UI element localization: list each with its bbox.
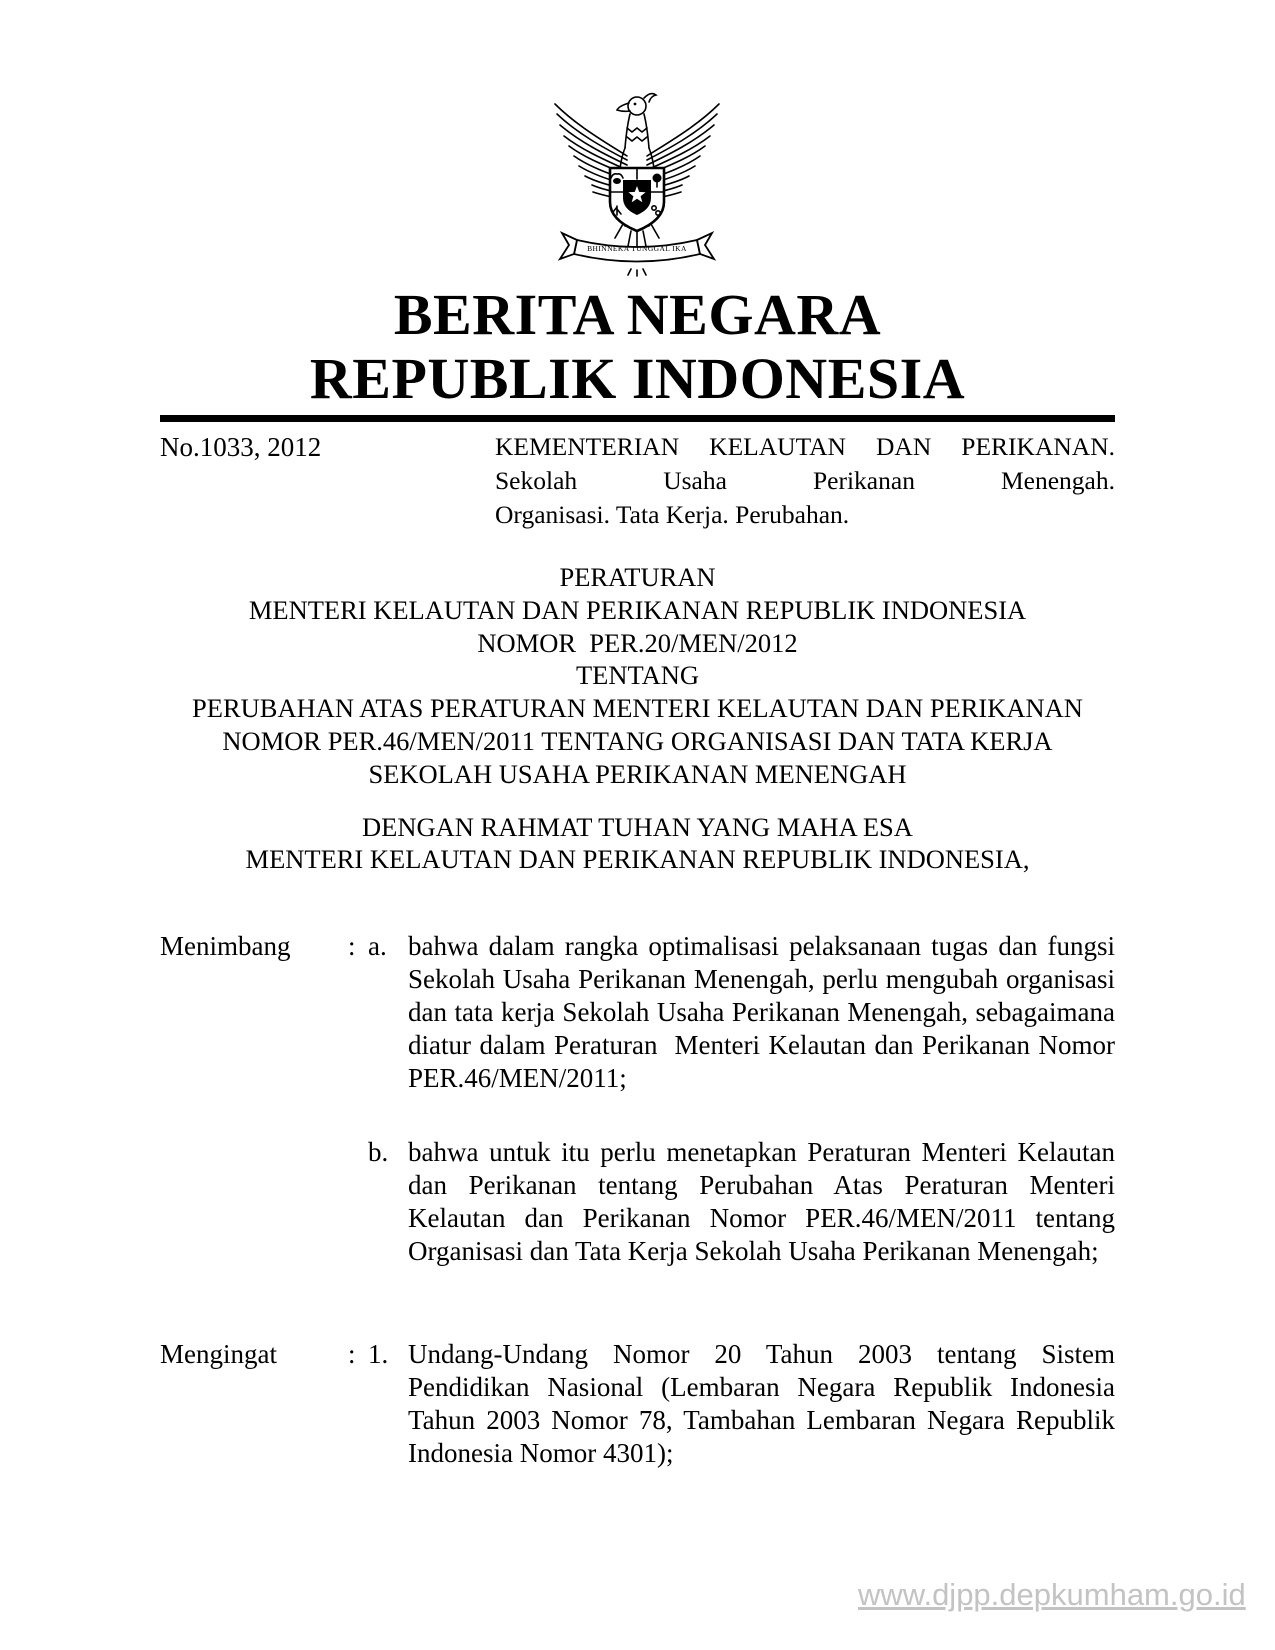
masthead-title-line-1: BERITA NEGARA (393, 282, 882, 347)
gazette-header-row (160, 430, 1115, 532)
masthead-rule (160, 415, 1115, 422)
title-line-minister: MENTERI KELAUTAN DAN PERIKANAN REPUBLIK INDONESIA (248, 594, 1027, 625)
title-line-subject-1: PERUBAHAN ATAS PERATURAN MENTERI KELAUTAN DAN PERIKANAN (192, 693, 1083, 724)
garuda-emblem-drawing (547, 84, 727, 280)
title-line-subject-2: NOMOR PER.46/MEN/2011 TENTANG ORGANISASI DAN TATA KERJA (222, 725, 1053, 756)
watermark-url: www.djpp.depkumham.go.id (858, 1577, 1246, 1612)
legal-basis-1-text: Undang-Undang Nomor 20 Tahun 2003 tentang Sistem Pendidikan Nasional (Lembaran Negara Republik Indonesia Tahun 2003 Nomor 78, Tambahan Lembaran Negara Republik Indonesia Nomor 4301); (408, 1339, 1115, 1468)
considerations-label: Menimbang (160, 931, 291, 961)
clause-b-marker: b. (368, 1137, 389, 1167)
masthead-title-line-2: REPUBLIK INDONESIA (309, 346, 966, 411)
clause-b-text: bahwa untuk itu perlu menetapkan Peraturan Menteri Kelautan dan Perikanan tentang Perubahan Atas Peraturan Menteri Kelautan dan Perikanan Nomor PER.46/MEN/2011 tentang Organisasi dan Tata Kerja Sekolah Usaha Perikanan Menengah; (408, 1137, 1115, 1266)
gazette-number: No.1033, 2012 (160, 432, 322, 462)
invocation-line: DENGAN RAHMAT TUHAN YANG MAHA ESA (362, 811, 913, 842)
title-line-peraturan: PERATURAN (559, 562, 716, 592)
legal-basis-label: Mengingat (160, 1339, 277, 1369)
legal-basis-clause-1 (160, 1338, 1115, 1470)
garuda-pancasila-emblem (547, 84, 727, 280)
considerations-clause-a (160, 930, 1115, 1095)
regulation-title-block (160, 561, 1115, 876)
gazette-subject-line-1: KEMENTERIAN KELAUTAN DAN PERIKANAN. (495, 432, 1115, 461)
considerations-colon: : (348, 931, 356, 961)
considerations-colon-spacer (348, 1136, 368, 1268)
gazette-subject (495, 430, 1115, 532)
legal-basis-colon: : (348, 1339, 356, 1369)
clause-a-marker: a. (368, 931, 387, 961)
title-line-number: NOMOR PER.20/MEN/2012 (477, 627, 798, 658)
gazette-subject-line-3: Organisasi. Tata Kerja. Perubahan. (495, 500, 850, 529)
gazette-subject-line-2: Sekolah Usaha Perikanan Menengah. (495, 466, 1115, 495)
considerations-label-spacer (160, 1136, 348, 1268)
emblem-motto: BHINNEKA TUNGGAL IKA (587, 244, 687, 253)
title-line-tentang: TENTANG (576, 660, 699, 691)
authority-line: MENTERI KELAUTAN DAN PERIKANAN REPUBLIK INDONESIA, (245, 844, 1030, 875)
title-line-subject-3: SEKOLAH USAHA PERIKANAN MENENGAH (368, 758, 907, 789)
legal-basis-1-marker: 1. (368, 1339, 389, 1369)
masthead (160, 283, 1115, 422)
clause-a-text: bahwa dalam rangka optimalisasi pelaksanaan tugas dan fungsi Sekolah Usaha Perikanan Menengah, perlu mengubah organisasi dan tata kerja Sekolah Usaha Perikanan Menengah, sebagaimana diatur dalam Peraturan Menteri Kelautan dan Perikanan Nomor PER.46/MEN/2011; (408, 931, 1115, 1093)
considerations-clause-b (160, 1136, 1115, 1268)
